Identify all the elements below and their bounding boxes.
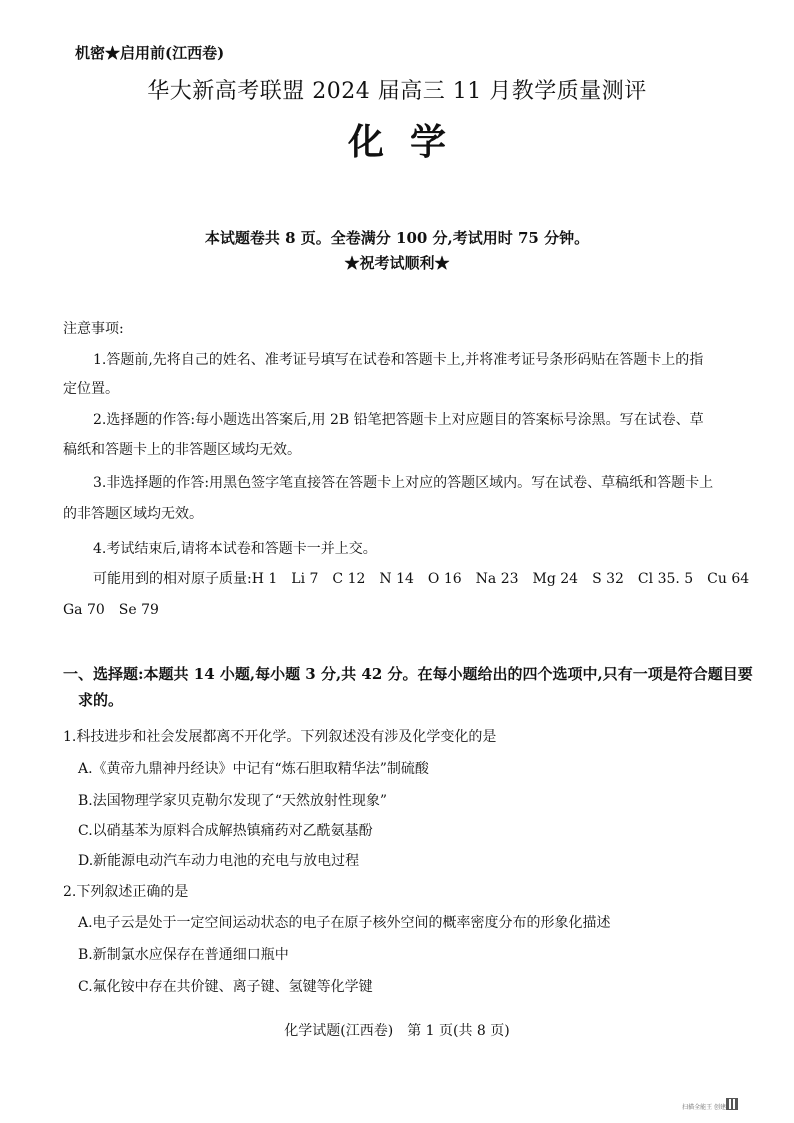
exam-title: 华大新高考联盟 2024 届高三 11 月教学质量测评 (147, 79, 647, 104)
subject-title: 化学 (347, 121, 472, 163)
page-footer: 化学试题(江西卷) 第 1 页(共 8 页) (284, 1023, 510, 1039)
section-heading: 一、选择题:本题共 14 小题,每小题 3 分,共 42 分。在每小题给出的四个选项中,只有一项是符合题目要 (63, 665, 753, 683)
note-3-line2: 的非答题区域均无效。 (63, 506, 203, 522)
note-3-line1: 3.非选择题的作答:用黑色签字笔直接答在答题卡上对应的答题区域内。写在试卷、草稿纸和答题卡上 (93, 475, 714, 491)
confidential-label: 机密★启用前(江西卷) (75, 44, 225, 62)
exam-summary: 本试题卷共 8 页。全卷满分 100 分,考试用时 75 分钟。 (204, 229, 590, 247)
question-1-stem: 1.科技进步和社会发展都离不开化学。下列叙述没有涉及化学变化的是 (63, 729, 497, 745)
notes-title: 注意事项: (63, 321, 124, 337)
question-2-stem: 2.下列叙述正确的是 (63, 884, 189, 900)
atomic-masses-line2: Ga 70 Se 79 (63, 602, 159, 618)
note-2-line2: 稿纸和答题卡上的非答题区域均无效。 (63, 442, 301, 458)
question-1-option-c: C.以硝基苯为原料合成解热镇痛药对乙酰氨基酚 (78, 823, 373, 839)
question-1-option-a: A.《黄帝九鼎神丹经诀》中记有“炼石胆取精华法”制硫酸 (78, 761, 429, 777)
scan-tag: 扫描全能王 创建 (682, 1104, 726, 1111)
question-1-option-b: B.法国物理学家贝克勒尔发现了“天然放射性现象” (78, 793, 388, 809)
question-2-option-c: C.氟化铵中存在共价键、离子键、氢键等化学键 (78, 979, 373, 995)
question-2-option-a: A.电子云是处于一定空间运动状态的电子在原子核外空间的概率密度分布的形象化描述 (78, 915, 611, 931)
question-2-option-b: B.新制氯水应保存在普通细口瓶中 (78, 947, 289, 963)
section-heading-cont: 求的。 (78, 691, 124, 709)
note-1-line1: 1.答题前,先将自己的姓名、准考证号填写在试卷和答题卡上,并将准考证号条形码贴在答题卡上的指 (93, 352, 704, 368)
atomic-masses-line1: 可能用到的相对原子质量:H 1 Li 7 C 12 N 14 O 16 Na 23 Mg 24 S 32 Cl 35. 5 Cu 64 (93, 571, 750, 587)
note-4: 4.考试结束后,请将本试卷和答题卡一并上交。 (93, 541, 377, 557)
question-1-option-d: D.新能源电动汽车动力电池的充电与放电过程 (78, 853, 360, 869)
qr-code-icon (726, 1098, 738, 1110)
note-1-line2: 定位置。 (63, 381, 119, 397)
exam-blessing: ★祝考试顺利★ (344, 254, 450, 272)
note-2-line1: 2.选择题的作答:每小题选出答案后,用 2B 铅笔把答题卡上对应题目的答案标号涂黑。写在试卷、草 (93, 412, 704, 428)
